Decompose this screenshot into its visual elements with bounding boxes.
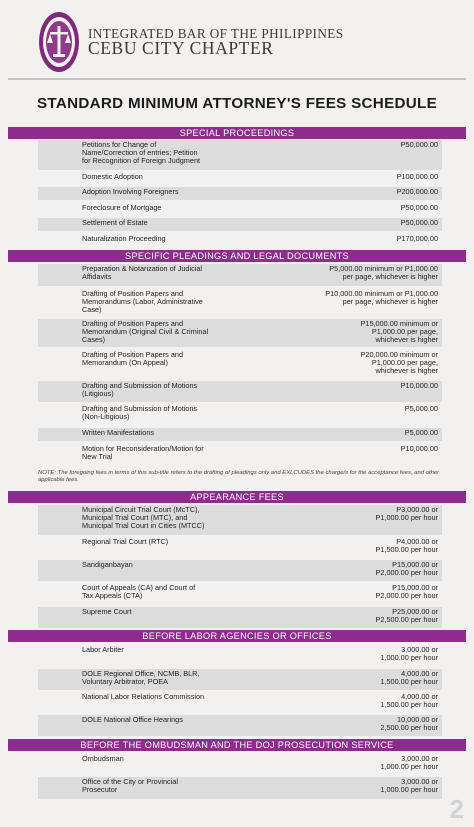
section-header-labor-agencies: BEFORE LABOR AGENCIES OR OFFICES [8, 630, 466, 642]
section-header-specific-pleadings: SPECIFIC PLEADINGS AND LEGAL DOCUMENTS [8, 250, 466, 262]
fee-description: Ombudsman [82, 754, 124, 763]
fee-amount: P10,000.00 [400, 381, 438, 390]
fee-description: Court of Appeals (CA) and Court of Tax Appeals (CTA) [82, 583, 196, 601]
fee-amount: P100,000.00 [396, 172, 438, 181]
fee-row [38, 428, 442, 441]
fee-description: DOLE Regional Office, NCMB, BLR, Voluntary Arbitrator, POEA [82, 669, 200, 687]
fee-description: Adoption Involving Foreigners [82, 187, 179, 196]
pleadings-footnote: NOTE: The foregoing fees in terms of this sub-title refers to the drafting of pleadings only and EXLCUDES the charge/s for the acceptance fees, and other applicable fees. [38, 470, 440, 484]
fee-amount: P3,000.00 or P1,000.00 per hour [375, 505, 438, 523]
fee-row [38, 234, 442, 247]
fee-row [38, 218, 442, 231]
fee-row [38, 777, 442, 799]
fee-amount: P200,000.00 [396, 187, 438, 196]
org-name: INTEGRATED BAR OF THE PHILIPPINES [88, 26, 344, 41]
fee-row [38, 669, 442, 690]
page-number: 2 [449, 794, 464, 824]
fee-description: DOLE National Office Hearings [82, 715, 183, 724]
fee-amount: P10,000.00 [400, 444, 438, 453]
fee-amount: P15,000.00 minimum or P1,000.00 per page, whichever is higher [360, 319, 438, 345]
fee-description: Municipal Circuit Trial Court (McTC), Municipal Trial Court (MTC), and Municipal Trial Court in Cities (MTCC) [82, 505, 205, 531]
fee-amount: P50,000.00 [400, 140, 438, 149]
fee-description: Drafting and Submission of Motions (Non-Litigious) [82, 404, 198, 422]
fee-row [38, 537, 442, 558]
fee-amount: P15,000.00 or P2,000.00 per hour [375, 560, 438, 578]
fee-row [38, 583, 442, 604]
fee-row [38, 692, 442, 713]
fee-description: Foreclosure of Mortgage [82, 203, 162, 212]
fee-description: Regional Trial Court (RTC) [82, 537, 169, 546]
fee-row [38, 172, 442, 185]
fee-amount: P170,000.00 [396, 234, 438, 243]
fee-description: National Labor Relations Commission [82, 692, 205, 701]
fee-row [38, 350, 442, 378]
fee-amount: P4,000.00 or P1,500.00 per hour [375, 537, 438, 555]
fee-row [38, 505, 442, 535]
fee-row [38, 404, 442, 425]
fee-amount: P15,000.00 or P2,000.00 per hour [375, 583, 438, 601]
fee-row [38, 645, 442, 666]
fee-row [38, 264, 442, 286]
fee-row [38, 560, 442, 581]
fee-amount: P5,000.00 [404, 428, 438, 437]
fee-description: Sandiganbayan [82, 560, 133, 569]
fee-amount: P20,000.00 minimum or P1,000.00 per page, whichever is higher [360, 350, 438, 376]
fee-row [38, 444, 442, 465]
fee-amount: 10,000.00 or 2,500.00 per hour [380, 715, 438, 733]
fee-amount: P5,000.00 [404, 404, 438, 413]
fee-description: Labor Arbiter [82, 645, 124, 654]
fee-description: Supreme Court [82, 607, 132, 616]
fee-description: Naturalization Proceeding [82, 234, 166, 243]
fee-row [38, 607, 442, 628]
fee-amount: 3,000.00 or 1,000.00 per hour [380, 754, 438, 772]
fee-row [38, 754, 442, 775]
fee-amount: P25,000.00 or P2,500.00 per hour [375, 607, 438, 625]
fee-row [38, 715, 442, 736]
fee-row [38, 289, 442, 317]
fee-description: Drafting of Position Papers and Memorandums (Labor, Administrative Case) [82, 289, 203, 315]
fee-amount: 3,000.00 or 1,000.00 per hour [380, 777, 438, 795]
header-divider [8, 78, 466, 80]
document-header [0, 0, 474, 80]
fee-row [38, 203, 442, 216]
fee-description: Office of the City or Provincial Prosecutor [82, 777, 178, 795]
fee-amount: P5,000.00 minimum or P1,000.00 per page, whichever is higher [329, 264, 438, 282]
fee-description: Drafting of Position Papers and Memorandum (Original Civil & Criminal Cases) [82, 319, 209, 345]
ibp-seal-logo [38, 10, 80, 74]
fee-row [38, 140, 442, 170]
section-header-ombudsman-doj: BEFORE THE OMBUDSMAN AND THE DOJ PROSECUTION SERVICE [8, 739, 466, 751]
fee-amount: 4,000.00 or 1,500.00 per hour [380, 692, 438, 710]
fee-amount: P50,000.00 [400, 203, 438, 212]
fee-description: Domestic Adoption [82, 172, 143, 181]
fee-description: Petitions for Change of Name/Correction of entries; Petition for Recognition of Foreign Judgment [82, 140, 201, 166]
section-header-appearance-fees: APPEARANCE FEES [8, 491, 466, 503]
fee-amount: 4,000.00 or 1,500.00 per hour [380, 669, 438, 687]
fee-row [38, 187, 442, 200]
fee-row [38, 381, 442, 402]
fee-description: Drafting of Position Papers and Memorandum (On Appeal) [82, 350, 183, 368]
section-header-special-proceedings: SPECIAL PROCEEDINGS [8, 127, 466, 139]
fee-description: Drafting and Submission of Motions (Litigious) [82, 381, 198, 399]
fee-amount: 3,000.00 or 1,000.00 per hour [380, 645, 438, 663]
fee-amount: P50,000.00 [400, 218, 438, 227]
fee-description: Written Manifestations [82, 428, 155, 437]
fee-row [38, 319, 442, 347]
fee-description: Motion for Reconsideration/Motion for New Trial [82, 444, 204, 462]
fee-description: Settlement of Estate [82, 218, 148, 227]
fee-amount: P10,000.00 minimum or P1,000.00 per page, whichever is higher [325, 289, 438, 307]
fee-description: Preparation & Notarization of Judicial Affidavits [82, 264, 203, 282]
page-title: STANDARD MINIMUM ATTORNEY'S FEES SCHEDULE [36, 95, 438, 112]
chapter-name: CEBU CITY CHAPTER [88, 38, 274, 58]
